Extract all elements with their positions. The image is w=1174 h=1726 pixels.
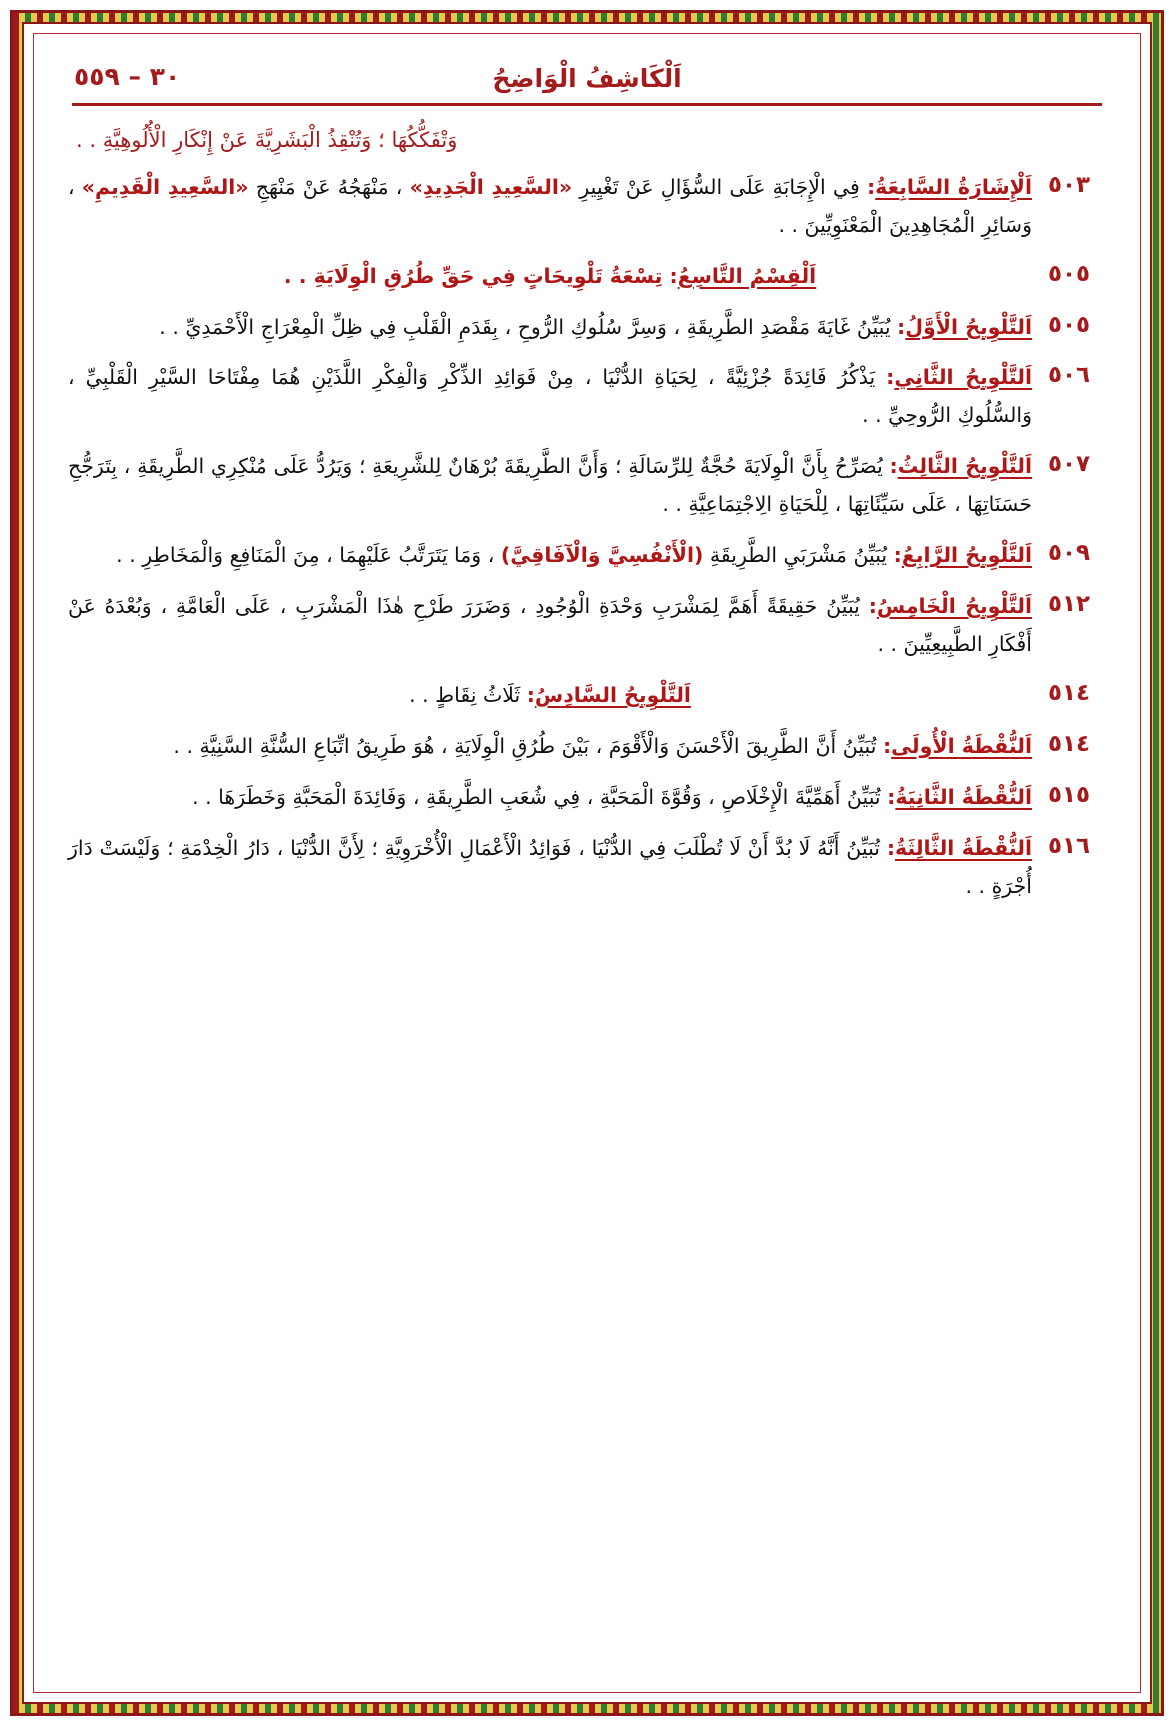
entry-text: [68, 448, 1032, 524]
entry-separator: :: [669, 263, 678, 288]
entry-page-number: ٥٠٦: [1047, 362, 1091, 389]
entry-separator: :: [889, 454, 898, 479]
page-content: [46, 48, 1128, 1680]
toc-entry: [68, 258, 1106, 296]
toc-entry: [68, 588, 1106, 664]
entry-text: [68, 728, 1032, 766]
entry-separator: :: [866, 174, 876, 199]
entry-separator: :: [526, 682, 535, 707]
entry-body-text: يُبَيِّنُ حَقِيقَةً أَهَمَّ لِمَشْرَبِ وَحْدَةِ الْوُجُودِ ، وَضَرَرَ طَرْحِ هٰذَا الْمَشْرَبِ ، عَلَى الْعَامَّةِ ، وَبُعْدَهُ عَنْ أَفْكَارِ الطَّبِيعِيِّينَ . .: [68, 594, 1032, 656]
entry-label: اَلتَّلْوِيحُ الرَّابِعُ: [901, 543, 1032, 568]
entry-text: [68, 309, 1032, 347]
entry-separator: :: [886, 365, 895, 390]
entry-label: اَلنُّقْطَةُ الْأُولَى: [891, 733, 1032, 758]
entry-label: اَلتَّلْوِيحُ الثَّانِي: [894, 365, 1032, 390]
toc-entry: [68, 779, 1106, 817]
entry-page-number: ٥١٥: [1047, 781, 1091, 808]
entry-page-number: ٥٠٧: [1047, 451, 1091, 478]
entry-body-text: يَذْكُرُ فَائِدَةً جُزْئِيَّةً ، لِحَيَاةِ الدُّنْيَا ، مِنْ فَوَائِدِ الذِّكْرِ وَالْفِكْرِ اللَّذَيْنِ هُمَا مِفْتَاحَا السَّيْرِ الْقَلْبِيِّ ، وَالسُّلُوكِ الرُّوحِيِّ . .: [68, 365, 1032, 428]
entry-body-text: تُبَيِّنُ أَنَّهُ لَا بُدَّ أَنْ لَا تُطْلَبَ فِي الدُّنْيَا ، فَوَائِدُ الْأَعْمَالِ الْأُخْرَوِيَّةِ ؛ لِأَنَّ الدُّنْيَا ، دَارُ الْخِدْمَةِ ؛ وَلَيْسَتْ دَارَ أُجْرَةٍ . .: [68, 835, 1032, 898]
header-divider: [72, 103, 1102, 106]
book-title: اَلْكَاشِفُ الْوَاضِحُ: [492, 64, 682, 93]
entry-page-number: ٥٠٥: [1047, 311, 1091, 338]
entry-page-number: ٥١٤: [1047, 730, 1091, 757]
page-header: [46, 48, 1128, 93]
entry-label: اَلتَّلْوِيحُ الْخَامِسُ: [876, 594, 1032, 619]
toc-entry: [68, 448, 1106, 524]
entry-text: [68, 830, 1032, 906]
entry-text: [68, 779, 1032, 817]
entry-body-text: تُبَيِّنُ أَنَّ الطَّرِيقَ الْأَحْسَنَ وَالْأَقْوَمَ ، بَيْنَ طُرُقِ الْوِلَايَةِ ، هُوَ طَرِيقُ اتِّبَاعِ السُّنَّةِ السَّنِيَّةِ . .: [173, 733, 883, 758]
entry-text: [68, 169, 1032, 245]
toc-entry: [68, 830, 1106, 906]
continuation-line: وَتْفَكُّكُهَا ؛ وَتُنْقِذُ الْبَشَرِيَّةَ عَنْ إِنْكَارِ الْأُلُوهِيَّةِ . .: [76, 128, 458, 152]
entry-highlight-2: «السَّعِيدِ الْقَدِيمِ»: [81, 174, 249, 199]
entry-label: اَلْإِشَارَةُ السَّابِعَةُ: [875, 174, 1032, 199]
entry-body-text: تِسْعَةُ تَلْوِيحَاتٍ فِي حَقِّ طُرُقِ الْوِلَايَةِ . .: [283, 263, 670, 288]
entry-separator: :: [887, 784, 896, 809]
entry-text: [68, 677, 1032, 715]
entry-body-text-2: ، مَنْهَجُهُ عَنْ مَنْهَجِ: [248, 174, 410, 199]
entry-text: [68, 537, 1032, 575]
toc-entry: [68, 537, 1106, 575]
entry-page-number: ٥٠٥: [1047, 260, 1091, 287]
toc-entry: [68, 309, 1106, 347]
entry-separator: :: [893, 543, 902, 568]
toc-entry: [68, 728, 1106, 766]
page-reference: ٣٠ – ٥٥٩: [74, 62, 181, 91]
entry-label: اَلتَّلْوِيحُ الْأَوَّلُ: [905, 314, 1032, 339]
toc-entry: [68, 359, 1106, 435]
entry-text: [68, 588, 1032, 664]
entry-label: اَلنُّقْطَةُ الثَّالِثَةُ: [895, 835, 1032, 860]
entry-separator: :: [868, 594, 877, 619]
entry-page-number: ٥١٢: [1047, 591, 1091, 618]
toc-entry: [68, 169, 1106, 245]
entry-label: اَلْقِسْمُ التَّاسِعُ: [677, 263, 817, 288]
table-of-contents: [46, 120, 1128, 906]
entry-body-text: يُبَيِّنُ مَشْرَبَيِ الطَّرِيقَةِ: [703, 543, 894, 568]
entry-separator: :: [897, 314, 906, 339]
entry-body-text: ثَلَاثُ نِقَاطٍ . .: [409, 682, 527, 707]
entry-separator: :: [882, 733, 892, 758]
entry-separator: :: [886, 835, 896, 860]
entry-label: اَلنُّقْطَةُ الثَّانِيَةُ: [895, 784, 1032, 809]
entry-text: [68, 359, 1032, 435]
entry-body-text-3: ، وَسَائِرِ الْمُجَاهِدِينَ الْمَعْنَوِيِّينَ . .: [68, 174, 1032, 237]
entry-page-number: ٥٠٩: [1047, 540, 1091, 567]
entry-label: اَلتَّلْوِيحُ السَّادِسُ: [534, 682, 691, 707]
entry-body-text: تُبَيِّنُ أَهَمِّيَّةَ الْإِخْلَاصِ ، وَقُوَّةَ الْمَحَبَّةِ ، فِي شُعَبِ الطَّرِيقَةِ ، وَفَائِدَةَ الْمَحَبَّةِ وَخَطَرَهَا . .: [192, 784, 888, 809]
entry-page-number: ٥٠٣: [1047, 171, 1091, 198]
toc-entry: [68, 677, 1106, 715]
entry-body-text: يُصَرِّحُ بِأَنَّ الْوِلَايَةَ حُجَّةٌ لِلرِّسَالَةِ ؛ وَأَنَّ الطَّرِيقَةَ بُرْهَانٌ لِلشَّرِيعَةِ ؛ وَيَرُدُّ عَلَى مُنْكِرِي الطَّرِيقَةِ ، بِتَرَجُّحِ حَسَنَاتِهَا ، عَلَى سَيِّئَاتِهَا ، لِلْحَيَاةِ الِاجْتِمَاعِيَّةِ . .: [68, 454, 1032, 517]
entry-body-text: فِي الْإِجَابَةِ عَلَى السُّؤَالِ عَنْ تَغْيِيرِ: [572, 174, 867, 199]
entry-text: [68, 258, 1032, 296]
entry-highlight: (الْأَنْفُسِيَّ وَالْآفَاقِيَّ): [500, 543, 704, 568]
entry-page-number: ٥١٦: [1047, 832, 1091, 859]
entry-page-number: ٥١٤: [1047, 679, 1091, 706]
entry-body-text: يُبَيِّنُ غَايَةَ مَقْصَدِ الطَّرِيقَةِ ، وَسِرَّ سُلُوكِ الرُّوحِ ، بِقَدَمِ الْقَلْبِ فِي ظِلِّ الْمِعْرَاجِ الْأَحْمَدِيِّ . .: [159, 314, 898, 339]
entry-body-text-2: ، وَمَا يَتَرَتَّبُ عَلَيْهِمَا ، مِنَ الْمَنَافِعِ وَالْمَخَاطِرِ . .: [116, 543, 501, 568]
entry-label: اَلتَّلْوِيحُ الثَّالِثُ: [897, 454, 1032, 479]
entry-highlight: «السَّعِيدِ الْجَدِيدِ»: [409, 174, 573, 199]
